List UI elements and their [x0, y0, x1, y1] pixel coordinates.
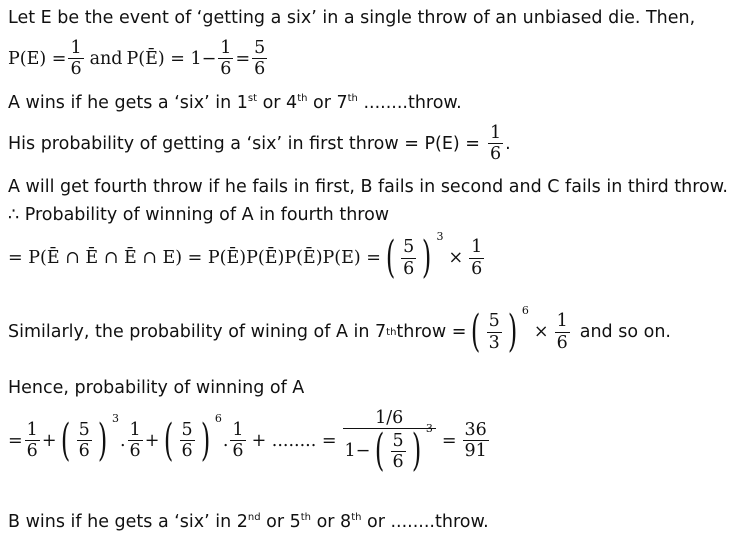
equals-sign: = [441, 430, 457, 451]
numerator: 5 [78, 419, 90, 440]
denominator: 6 [78, 441, 90, 462]
a-wins-line [8, 93, 462, 113]
fraction [77, 420, 92, 461]
parenthesized-fraction [382, 229, 444, 283]
first-throw-probability [8, 123, 511, 164]
result-fraction [463, 420, 489, 461]
numerator: 5 [254, 38, 266, 58]
numerator: 1 [232, 419, 244, 440]
numerator: 5 [392, 430, 404, 451]
exponent: 3 [111, 412, 119, 426]
text-part: or 4 [257, 93, 298, 113]
series-sum-equation [8, 408, 491, 477]
and-word: and [89, 48, 123, 69]
big-fraction [343, 408, 436, 477]
denominator: 6 [220, 59, 232, 80]
ordinal-suffix: th [300, 512, 312, 524]
denominator: 3 [488, 332, 500, 353]
text-part: His probability of getting a ‘six’ in first throw = P(E) = [8, 133, 480, 154]
ordinal-suffix: th [351, 512, 362, 524]
ordinal-suffix: th [347, 93, 358, 105]
exponent: 6 [214, 412, 222, 426]
parenthesized-fraction [57, 412, 119, 466]
left-paren: ( [375, 425, 385, 477]
numerator: 5 [488, 311, 500, 332]
pebar-label: P(Ē) = 1− [126, 48, 217, 69]
parenthesized-fraction [371, 421, 433, 477]
numerator: 1 [129, 419, 141, 440]
fraction-one-sixth [218, 38, 233, 79]
exponent: 3 [425, 421, 433, 435]
right-paren: ) [200, 414, 210, 466]
denominator: 6 [26, 441, 38, 462]
fourth-throw-equation [8, 229, 486, 283]
one-minus: 1− [344, 441, 371, 462]
dot: . [222, 430, 229, 451]
big-denominator [343, 421, 436, 477]
fraction-one-sixth [488, 123, 503, 164]
fraction-five-sixth [252, 38, 267, 79]
and-so-on: and so on. [579, 322, 671, 342]
left-paren: ( [385, 232, 396, 283]
parenthesized-fraction [160, 412, 222, 466]
exponent: 3 [436, 229, 444, 243]
equals-sign: = [235, 48, 251, 69]
fraction-one-sixth [469, 237, 484, 278]
denominator: 6 [254, 59, 266, 80]
right-paren: ) [422, 232, 432, 283]
denominator: 6 [129, 441, 141, 462]
fourth-throw-condition: A will get fourth throw if he fails in first, B fails in second and C fails in third throw. [8, 177, 728, 197]
text-part: throw = [396, 322, 467, 342]
numerator: 1 [556, 311, 568, 332]
right-paren: ) [507, 306, 518, 357]
times-sign: × [448, 248, 464, 268]
fraction [180, 420, 195, 461]
text-part: or 7 [307, 93, 348, 113]
text-part: or ........throw. [361, 512, 489, 532]
left-paren: ( [471, 306, 481, 357]
right-paren: ) [411, 425, 421, 477]
denominator: 6 [70, 59, 82, 80]
text-part: ........throw. [357, 93, 462, 113]
b-wins-line [8, 512, 489, 532]
denominator: 6 [489, 144, 502, 165]
ordinal-suffix: nd [247, 512, 261, 524]
times-sign: × [533, 322, 549, 342]
denominator: 6 [232, 441, 244, 462]
numerator: 1 [471, 237, 483, 258]
left-paren: ( [61, 414, 71, 466]
seventh-throw-line [8, 303, 671, 357]
fraction-one-sixth [555, 311, 570, 352]
ordinal-suffix: st [247, 93, 258, 105]
text-part: or 8 [311, 512, 352, 532]
fraction [401, 237, 416, 278]
numerator: 5 [403, 237, 415, 258]
denominator: 6 [556, 332, 568, 353]
ordinal-suffix: th [297, 93, 308, 105]
pe-label: P(E) = [8, 48, 67, 69]
text-part: or 5 [260, 512, 301, 532]
intro-line: Let E be the event of ‘getting a six’ in a single throw of an unbiased die. Then, [8, 8, 696, 28]
plus-sign: + [144, 430, 160, 451]
dot: . [119, 430, 126, 451]
numerator: 1 [489, 123, 502, 143]
plus-sign: + [41, 430, 57, 451]
fraction [25, 420, 40, 461]
denominator: 6 [403, 258, 415, 279]
denominator: 6 [181, 441, 193, 462]
denominator: 6 [471, 258, 483, 279]
fraction [230, 420, 245, 461]
ordinal-suffix: th [386, 326, 397, 338]
numerator: 1 [26, 419, 38, 440]
equation-lhs: = P(Ē ∩ Ē ∩ Ē ∩ E) = P(Ē)P(Ē)P(Ē)P(E) = [8, 248, 381, 268]
period: . [505, 133, 511, 154]
equals-sign: = [8, 430, 23, 451]
right-paren: ) [97, 414, 108, 466]
therefore-line: ∴ Probability of winning of A in fourth throw [8, 205, 390, 225]
denominator: 6 [392, 451, 404, 472]
fraction [128, 420, 143, 461]
numerator: 36 [464, 419, 487, 440]
text-part: B wins if he gets a ‘six’ in 2 [8, 512, 248, 532]
big-numerator: 1/6 [375, 408, 404, 428]
text-part: A wins if he gets a ‘six’ in 1 [8, 93, 248, 113]
parenthesized-fraction [467, 303, 529, 357]
text-part: Similarly, the probability of wining of A in 7 [8, 322, 387, 342]
fraction-one-sixth [68, 38, 83, 79]
denominator: 91 [464, 441, 487, 462]
hence-line: Hence, probability of winning of A [8, 378, 305, 398]
numerator: 5 [181, 419, 193, 440]
exponent: 6 [521, 303, 529, 317]
numerator: 1 [220, 38, 232, 58]
numerator: 1 [70, 38, 82, 58]
probability-definition [8, 38, 269, 79]
fraction [487, 311, 502, 352]
left-paren: ( [164, 414, 174, 466]
series-continuation: + ........ = [251, 430, 337, 451]
fraction [391, 431, 406, 472]
